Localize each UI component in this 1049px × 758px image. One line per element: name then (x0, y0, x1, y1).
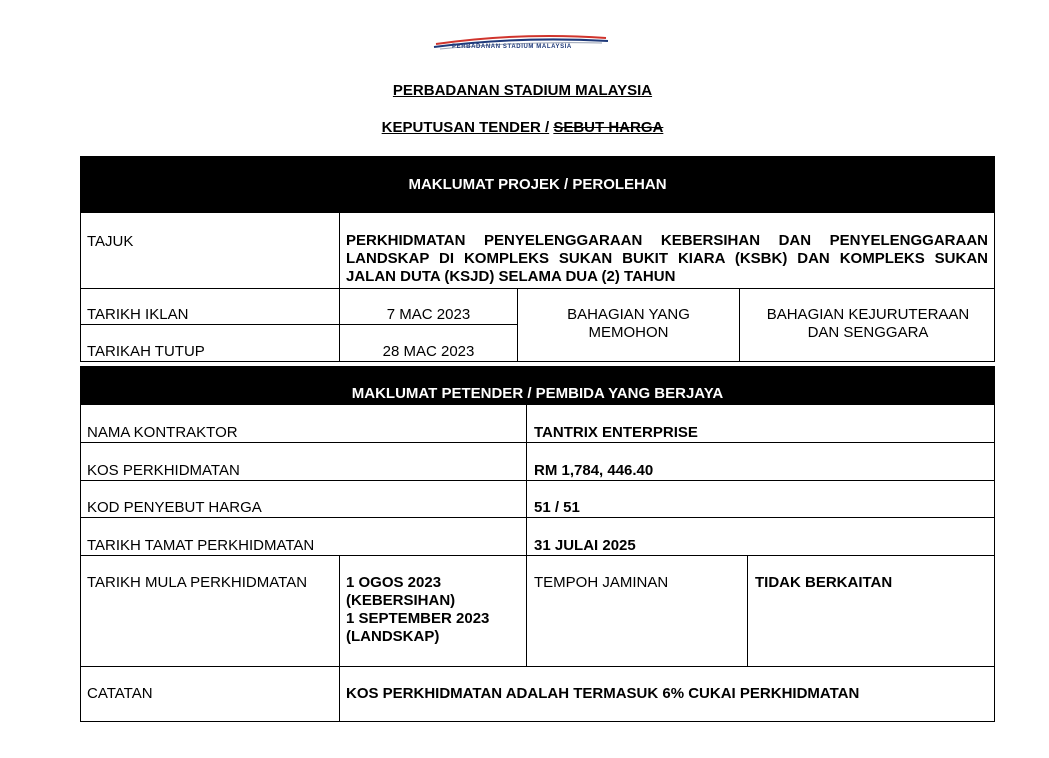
mula-line-3: 1 SEPTEMBER 2023 (346, 610, 490, 627)
bahagian-value: BAHAGIAN KEJURUTERAAN DAN SENGGARA (766, 306, 970, 341)
mula-line-2: (KEBERSIHAN) (346, 592, 456, 609)
psm-logo (430, 30, 610, 56)
catatan-value: KOS PERKHIDMATAN ADALAH TERMASUK 6% CUKAI PERKHIDMATAN (346, 685, 860, 702)
tarikh-tamat-value: 31 JULAI 2025 (534, 537, 636, 554)
bahagian-label: BAHAGIAN YANG MEMOHON (567, 306, 690, 341)
winner-section-header (81, 367, 994, 405)
mula-line-1: 1 OGOS 2023 (346, 574, 442, 591)
kos-perkhidmatan-value: RM 1,784, 446.40 (534, 462, 654, 479)
tarikh-tamat-label: TARIKH TAMAT PERKHIDMATAN (87, 537, 315, 554)
tajuk-value: PERKHIDMATAN PENYELENGGARAAN KEBERSIHAN DAN PENYELENGGARAAN LANDSKAP DI KOMPLEKS SUKAN BUKIT KIARA (KSBK) DAN KOMPLEKS SUKAN JALAN DUTA (KSJD) SELAMA DUA (2) TAHUN (346, 232, 988, 285)
tarikh-iklan-value: 7 MAC 2023 (386, 306, 471, 323)
tajuk-label: TAJUK (87, 233, 134, 250)
tarikh-mula-value (340, 574, 526, 646)
winner-section-title: MAKLUMAT PETENDER / PEMBIDA YANG BERJAYA (351, 385, 724, 402)
winner-table (80, 366, 995, 722)
subtitle-text: KEPUTUSAN TENDER / (381, 119, 550, 136)
tempoh-jaminan-value: TIDAK BERKAITAN (755, 574, 893, 591)
tarikh-iklan-label: TARIKH IKLAN (87, 306, 189, 323)
page-title (0, 82, 1047, 99)
project-section-header (81, 157, 994, 213)
mula-line-4: (LANDSKAP) (346, 628, 440, 645)
kod-penyebut-value: 51 / 51 (534, 499, 580, 516)
tarikh-mula-label: TARIKH MULA PERKHIDMATAN (87, 574, 308, 591)
kod-penyebut-label: KOD PENYEBUT HARGA (87, 499, 262, 516)
project-section-title: MAKLUMAT PROJEK / PEROLEHAN (408, 176, 667, 193)
page-title-text: PERBADANAN STADIUM MALAYSIA (392, 82, 653, 99)
subtitle-struck-text: SEBUT HARGA (553, 119, 664, 136)
tarikh-tutup-label: TARIKAH TUTUP (87, 343, 205, 360)
page-subtitle (0, 119, 1047, 136)
nama-kontraktor-value: TANTRIX ENTERPRISE (534, 424, 698, 441)
logo-text: PERBADANAN STADIUM MALAYSIA (452, 44, 572, 50)
tarikh-tutup-value: 28 MAC 2023 (382, 343, 475, 360)
tempoh-jaminan-label: TEMPOH JAMINAN (534, 574, 669, 591)
kos-perkhidmatan-label: KOS PERKHIDMATAN (87, 462, 240, 479)
project-table (80, 156, 995, 362)
catatan-label: CATATAN (87, 685, 153, 702)
nama-kontraktor-label: NAMA KONTRAKTOR (87, 424, 238, 441)
